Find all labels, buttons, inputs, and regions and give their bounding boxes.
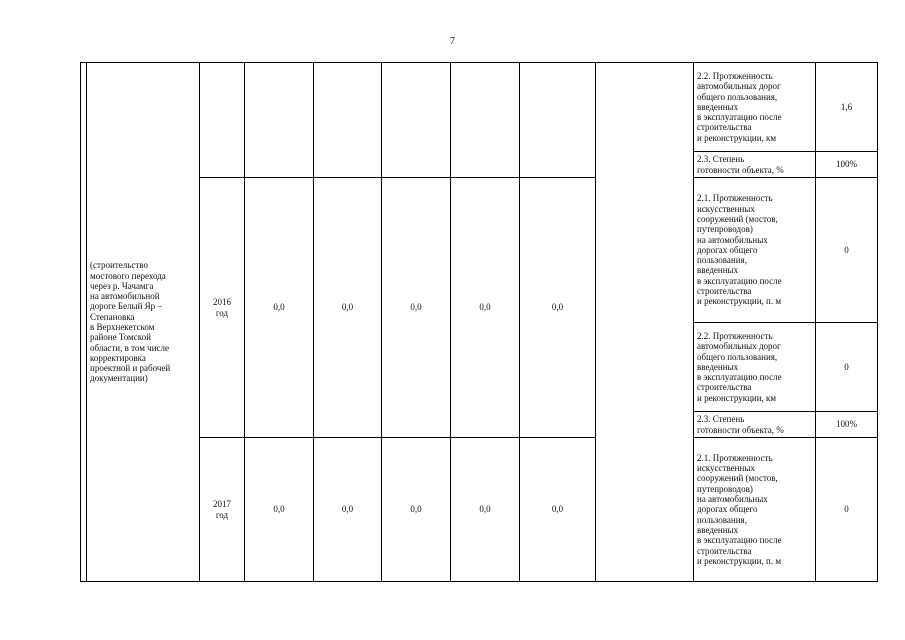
indicator-value: 0 [816,178,878,323]
value-cell: 0,0 [382,178,451,438]
year-label: 2016 год [213,297,231,318]
year-cell [200,178,245,438]
year-label: 2017 год [213,499,231,520]
indicator-text: 2.2. Протяженность автомобильных дорог общего пользования, введенных в эксплуатацию после строительства и реконструкции, км [694,63,816,152]
blank-column-cell [596,63,694,582]
value-cell: 0,0 [314,438,382,582]
value-cell: 0,0 [382,438,451,582]
page-number: 7 [450,36,455,47]
object-description: (строительство мостового перехода через р. Чачамга на автомобильной дороге Белый Яр – Степановка в Верхнекетском районе Томской области, в том числе корректировка проектной и рабочей документации) [87,63,200,582]
year-cell-empty [200,63,245,178]
indicator-text: 2.1. Протяженность искусственных сооружений (мостов, путепроводов) на автомобильных дорогах общего пользования, введенных в эксплуатацию после строительства и реконструкции, п. м [694,178,816,323]
indicator-value: 100% [816,152,878,178]
table-row [81,438,878,582]
value-cell-empty [451,63,520,178]
value-cell: 0,0 [245,438,314,582]
indicator-text: 2.3. Степень готовности объекта, % [694,152,816,178]
table-row [81,178,878,323]
value-cell-empty [382,63,451,178]
indicator-value: 1,6 [816,63,878,152]
table-row [81,63,878,152]
value-cell: 0,0 [451,178,520,438]
value-cell-empty [245,63,314,178]
program-table [80,62,878,582]
value-cell: 0,0 [314,178,382,438]
year-cell [200,438,245,582]
indicator-value: 0 [816,438,878,582]
indicator-value: 100% [816,412,878,438]
indicator-text: 2.1. Протяженность искусственных сооружений (мостов, путепроводов) на автомобильных дорогах общего пользования, введенных в эксплуатацию после строительства и реконструкции, п. м [694,438,816,582]
value-cell: 0,0 [451,438,520,582]
indicator-text: 2.3. Степень готовности объекта, % [694,412,816,438]
value-cell: 0,0 [245,178,314,438]
value-cell: 0,0 [520,438,596,582]
value-cell-empty [520,63,596,178]
indicator-text: 2.2. Протяженность автомобильных дорог общего пользования, введенных в эксплуатацию после строительства и реконструкции, км [694,323,816,412]
value-cell: 0,0 [520,178,596,438]
value-cell-empty [314,63,382,178]
indicator-value: 0 [816,323,878,412]
